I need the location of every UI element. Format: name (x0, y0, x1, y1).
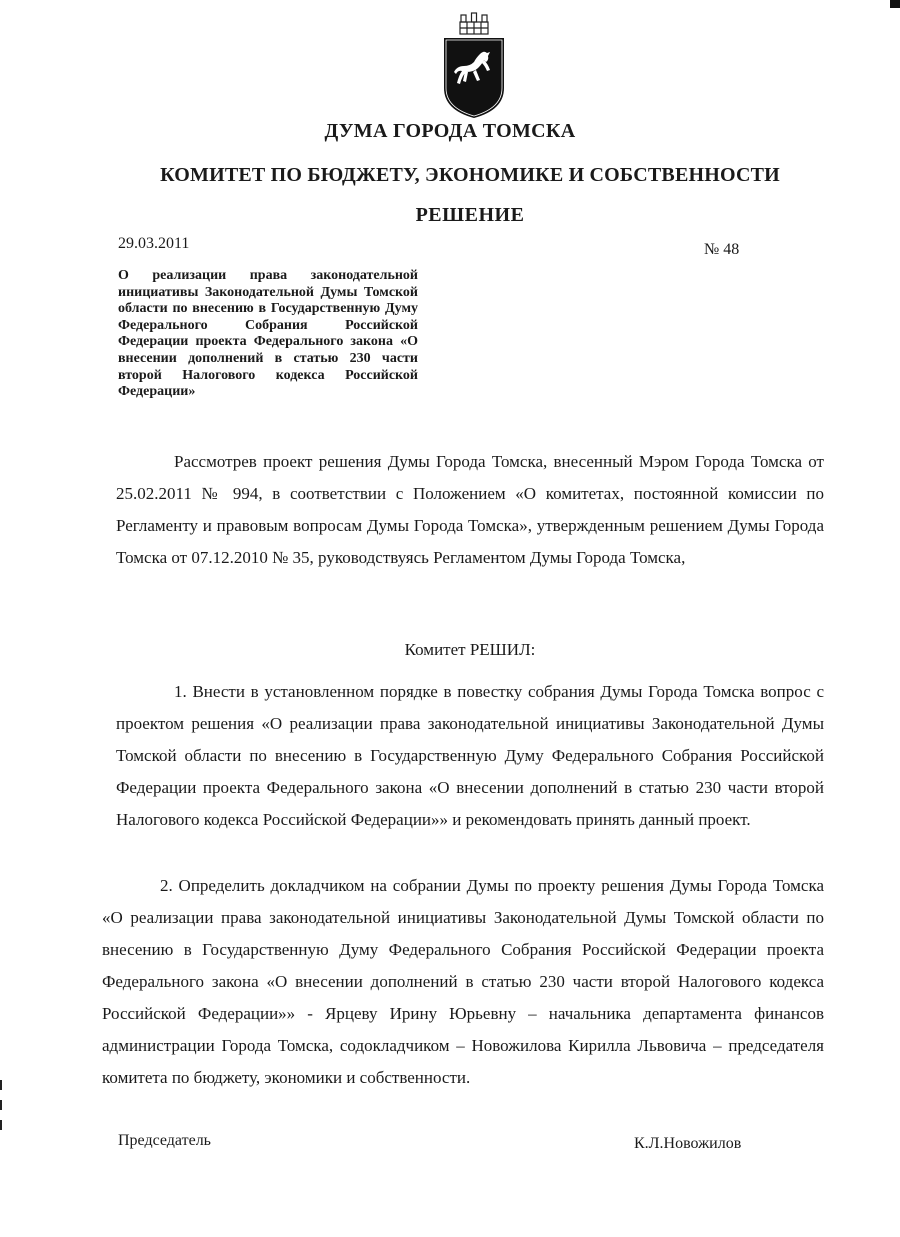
scan-artifact (0, 1120, 2, 1130)
document-number: № 48 (704, 241, 740, 258)
document-date: 29.03.2011 (118, 235, 190, 252)
committee-title: КОМИТЕТ ПО БЮДЖЕТУ, ЭКОНОМИКЕ И СОБСТВЕННОСТИ (160, 164, 780, 186)
signature-name: К.Л.Новожилов (634, 1135, 742, 1152)
scan-artifact (0, 1080, 2, 1090)
document-subject: О реализации права законодательной инициативы Законодательной Думы Томской области по внесению в Государственную Думу Федерального Собрания Российской Федерации проекта Федерального закона «О внесении дополнений в статью 230 части второй Налогового кодекса Российской Федерации» (118, 268, 418, 400)
scan-artifact (890, 0, 900, 8)
intro-paragraph: Рассмотрев проект решения Думы Города Томска, внесенный Мэром Города Томска от 25.02.2011 № 994, в соответствии с Положением «О комитетах, постоянной комиссии по Регламенту и правовым вопросам Думы Города Томска», утвержденным решением Думы Города Томска от 07.12.2010 № 35, руководствуясь Регламентом Думы Города Томска, (116, 452, 824, 567)
tomsk-coat-of-arms-icon (440, 10, 508, 120)
duma-title: ДУМА ГОРОДА ТОМСКА (324, 120, 576, 142)
signature-role: Председатель (118, 1132, 211, 1149)
scan-artifact (0, 1100, 2, 1110)
document-type: РЕШЕНИЕ (415, 204, 525, 226)
resolved-heading: Комитет РЕШИЛ: (404, 640, 536, 659)
resolution-item: 1. Внести в установленном порядке в повестку собрания Думы Города Томска вопрос с проектом решения «О реализации права законодательной инициативы Законодательной Думы Томской области по внесению в Государственную Думу Федерального Собрания Российской Федерации проекта Федерального закона «О внесении дополнений в статью 230 части второй Налогового кодекса Российской Федерации»» и рекомендовать принять данный проект. (116, 682, 824, 829)
resolution-item: 2. Определить докладчиком на собрании Думы по проекту решения Думы Города Томска «О реализации права законодательной инициативы Законодательной Думы Томской области по внесению в Государственную Думу Федерального Собрания Российской Федерации проекта Федерального закона «О внесении дополнений в статью 230 части второй Налогового кодекса Российской Федерации»» - Ярцеву Ирину Юрьевну – начальника департамента финансов администрации Города Томска, содокладчиком – Новожилова Кирилла Львовича – председателя комитета по бюджету, экономики и собственности. (102, 876, 824, 1087)
